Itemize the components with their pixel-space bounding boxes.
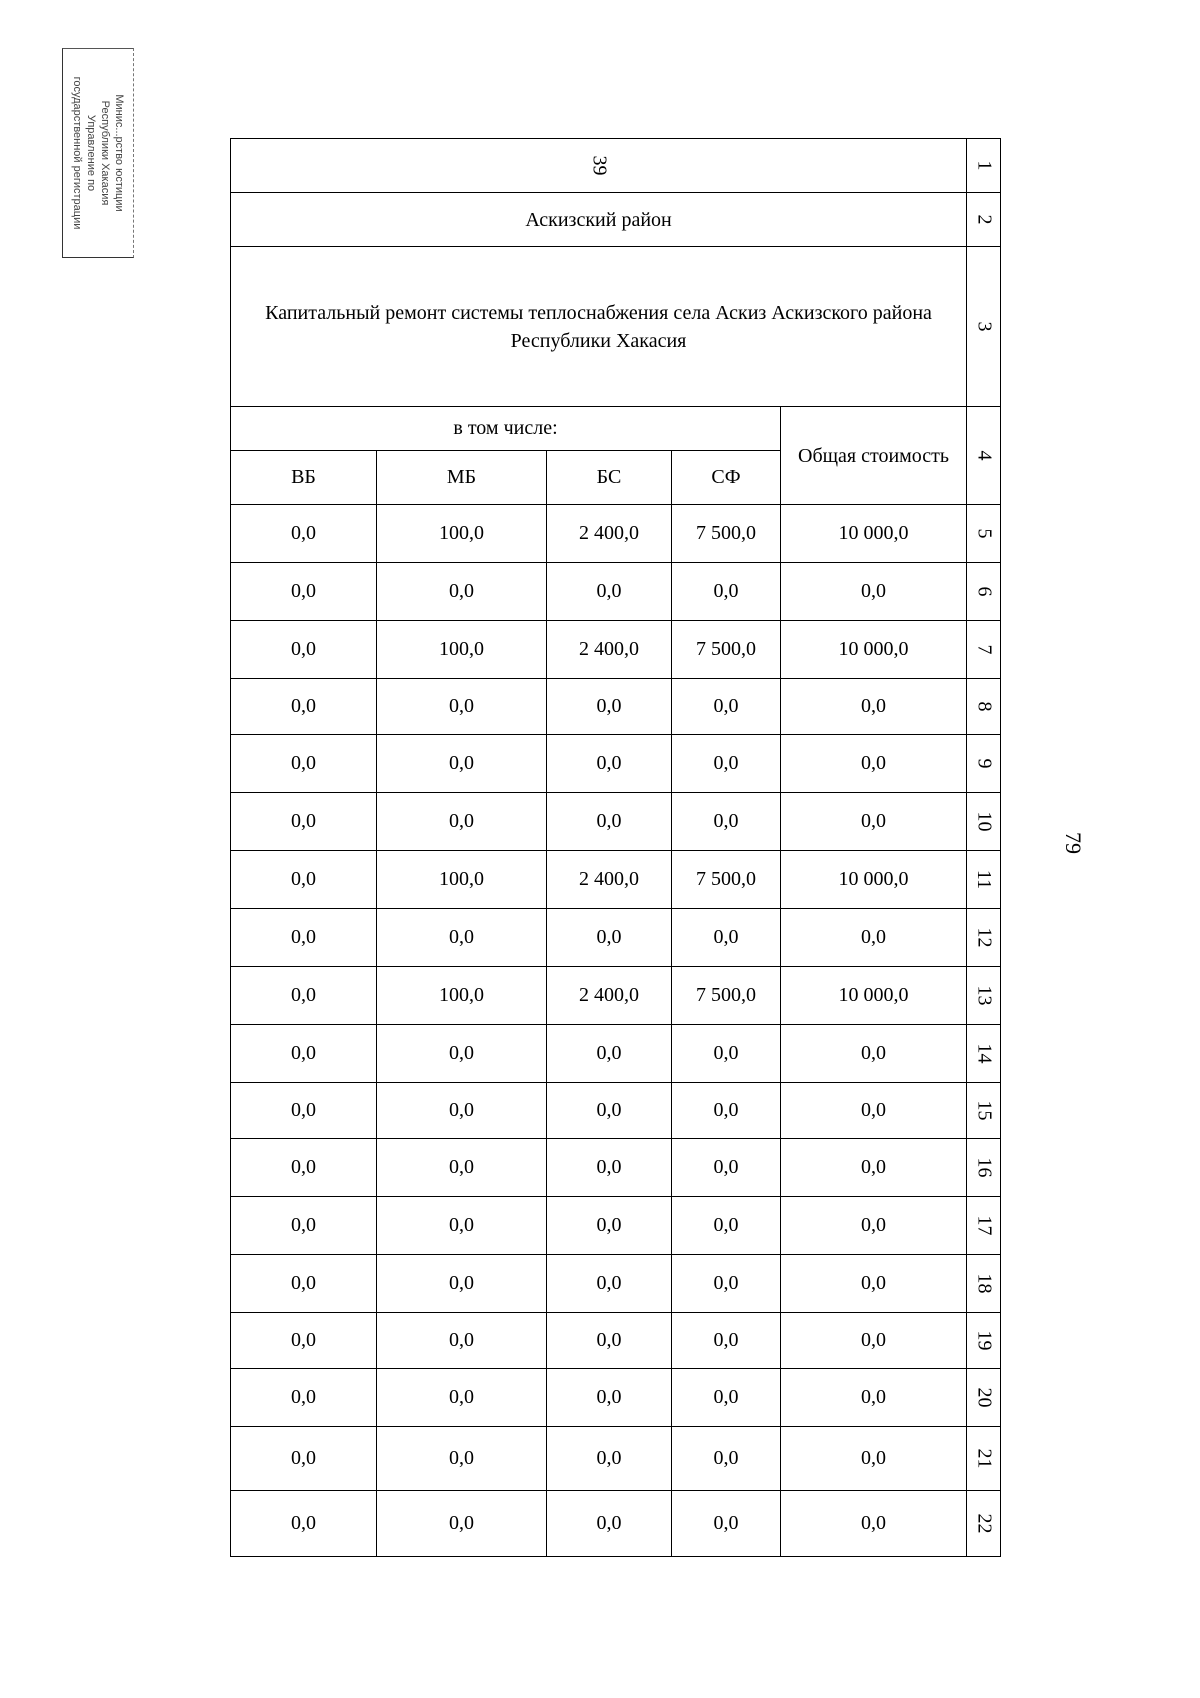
column-header-sf: СФ bbox=[672, 451, 781, 505]
row-number-row bbox=[231, 139, 1001, 193]
cell-mb: 0,0 bbox=[377, 1491, 547, 1557]
row-index: 15 bbox=[973, 1100, 996, 1121]
cell-sf: 7 500,0 bbox=[672, 851, 781, 909]
cell-bs: 0,0 bbox=[547, 1139, 672, 1197]
cell-vb: 0,0 bbox=[231, 563, 377, 621]
row-index: 13 bbox=[973, 985, 996, 1006]
cell-total: 10 000,0 bbox=[781, 967, 967, 1025]
cell-sf: 0,0 bbox=[672, 1139, 781, 1197]
cell-mb: 0,0 bbox=[377, 793, 547, 851]
cell-mb: 0,0 bbox=[377, 1313, 547, 1369]
cell-sf: 0,0 bbox=[672, 793, 781, 851]
cell-mb: 0,0 bbox=[377, 1139, 547, 1197]
cell-vb: 0,0 bbox=[231, 851, 377, 909]
cell-mb: 0,0 bbox=[377, 563, 547, 621]
row-index: 19 bbox=[973, 1330, 996, 1351]
table-row bbox=[231, 909, 1001, 967]
row-index: 12 bbox=[973, 927, 996, 948]
table-row bbox=[231, 735, 1001, 793]
cell-bs: 2 400,0 bbox=[547, 967, 672, 1025]
group-header: в том числе: bbox=[231, 407, 781, 451]
table-row bbox=[231, 505, 1001, 563]
cell-bs: 0,0 bbox=[547, 563, 672, 621]
cell-bs: 0,0 bbox=[547, 1313, 672, 1369]
cell-total: 0,0 bbox=[781, 793, 967, 851]
row-index: 18 bbox=[973, 1273, 996, 1294]
cell-vb: 0,0 bbox=[231, 679, 377, 735]
row-index: 9 bbox=[973, 758, 996, 769]
district-row bbox=[231, 193, 1001, 247]
cell-vb: 0,0 bbox=[231, 1255, 377, 1313]
cell-total: 0,0 bbox=[781, 735, 967, 793]
cell-bs: 2 400,0 bbox=[547, 621, 672, 679]
row-index: 1 bbox=[973, 160, 996, 171]
cell-vb: 0,0 bbox=[231, 1313, 377, 1369]
cell-vb: 0,0 bbox=[231, 793, 377, 851]
cell-total: 0,0 bbox=[781, 1083, 967, 1139]
row-index-cell bbox=[967, 193, 1001, 247]
cell-bs: 0,0 bbox=[547, 909, 672, 967]
row-index: 22 bbox=[973, 1513, 996, 1534]
cell-mb: 0,0 bbox=[377, 735, 547, 793]
row-index-cell bbox=[967, 505, 1001, 563]
cell-sf: 7 500,0 bbox=[672, 505, 781, 563]
table-row bbox=[231, 679, 1001, 735]
cell-mb: 0,0 bbox=[377, 1197, 547, 1255]
cell-mb: 0,0 bbox=[377, 1255, 547, 1313]
cell-vb: 0,0 bbox=[231, 1197, 377, 1255]
object-number: 39 bbox=[588, 155, 611, 176]
cell-bs: 2 400,0 bbox=[547, 505, 672, 563]
cell-sf: 0,0 bbox=[672, 1427, 781, 1491]
budget-table bbox=[230, 138, 1001, 1557]
cell-sf: 0,0 bbox=[672, 563, 781, 621]
table-row bbox=[231, 1369, 1001, 1427]
cell-sf: 0,0 bbox=[672, 1255, 781, 1313]
cell-vb: 0,0 bbox=[231, 621, 377, 679]
row-index-cell bbox=[967, 139, 1001, 193]
cell-total: 10 000,0 bbox=[781, 505, 967, 563]
object-number-cell bbox=[231, 139, 967, 193]
cell-vb: 0,0 bbox=[231, 1427, 377, 1491]
cell-bs: 0,0 bbox=[547, 679, 672, 735]
cell-sf: 0,0 bbox=[672, 679, 781, 735]
row-index-cell bbox=[967, 735, 1001, 793]
row-index: 2 bbox=[973, 214, 996, 225]
row-index: 5 bbox=[973, 528, 996, 539]
cell-sf: 0,0 bbox=[672, 1083, 781, 1139]
cell-vb: 0,0 bbox=[231, 1083, 377, 1139]
row-index: 14 bbox=[973, 1043, 996, 1064]
row-index: 3 bbox=[973, 321, 996, 332]
cell-sf: 7 500,0 bbox=[672, 621, 781, 679]
cell-vb: 0,0 bbox=[231, 505, 377, 563]
cell-sf: 7 500,0 bbox=[672, 967, 781, 1025]
cell-mb: 100,0 bbox=[377, 851, 547, 909]
project-row bbox=[231, 247, 1001, 407]
stamp-line: Минис...рство юстиции bbox=[113, 94, 125, 212]
page-number: 79 bbox=[1061, 832, 1086, 854]
table-row bbox=[231, 1255, 1001, 1313]
registration-stamp bbox=[62, 48, 134, 258]
table-row bbox=[231, 563, 1001, 621]
row-index-cell bbox=[967, 1369, 1001, 1427]
stamp-line: Республики Хакасия bbox=[99, 100, 111, 206]
row-index-cell bbox=[967, 1491, 1001, 1557]
stamp-line: Управление по bbox=[85, 114, 97, 192]
table-row bbox=[231, 1197, 1001, 1255]
row-index-cell bbox=[967, 793, 1001, 851]
cell-total: 10 000,0 bbox=[781, 851, 967, 909]
cell-vb: 0,0 bbox=[231, 909, 377, 967]
cell-total: 0,0 bbox=[781, 1313, 967, 1369]
cell-mb: 0,0 bbox=[377, 909, 547, 967]
stamp-line: государственной регистрации bbox=[71, 76, 83, 230]
row-index: 8 bbox=[973, 701, 996, 712]
cell-bs: 2 400,0 bbox=[547, 851, 672, 909]
cell-vb: 0,0 bbox=[231, 735, 377, 793]
cell-sf: 0,0 bbox=[672, 909, 781, 967]
cell-total: 0,0 bbox=[781, 1025, 967, 1083]
cell-vb: 0,0 bbox=[231, 967, 377, 1025]
cell-mb: 0,0 bbox=[377, 1083, 547, 1139]
table-row bbox=[231, 793, 1001, 851]
row-index-cell bbox=[967, 1083, 1001, 1139]
column-header-vb: ВБ bbox=[231, 451, 377, 505]
row-index: 16 bbox=[973, 1157, 996, 1178]
cell-sf: 0,0 bbox=[672, 735, 781, 793]
row-index-cell bbox=[967, 851, 1001, 909]
row-index-cell bbox=[967, 247, 1001, 407]
table-row bbox=[231, 1083, 1001, 1139]
cell-vb: 0,0 bbox=[231, 1025, 377, 1083]
cell-bs: 0,0 bbox=[547, 793, 672, 851]
cell-sf: 0,0 bbox=[672, 1369, 781, 1427]
row-index: 7 bbox=[973, 644, 996, 655]
cell-mb: 100,0 bbox=[377, 967, 547, 1025]
cell-bs: 0,0 bbox=[547, 1427, 672, 1491]
cell-bs: 0,0 bbox=[547, 1197, 672, 1255]
row-index-cell bbox=[967, 1139, 1001, 1197]
cell-total: 0,0 bbox=[781, 1139, 967, 1197]
table-row bbox=[231, 1025, 1001, 1083]
row-index: 10 bbox=[973, 811, 996, 832]
row-index-cell bbox=[967, 1313, 1001, 1369]
project-name-cell: Капитальный ремонт системы теплоснабжения села Аскиз Аскизского района Республики Хакасия bbox=[231, 247, 967, 407]
row-index: 17 bbox=[973, 1215, 996, 1236]
table-row bbox=[231, 1427, 1001, 1491]
row-index-cell bbox=[967, 967, 1001, 1025]
cell-vb: 0,0 bbox=[231, 1491, 377, 1557]
table-row bbox=[231, 621, 1001, 679]
cell-sf: 0,0 bbox=[672, 1197, 781, 1255]
row-index-cell bbox=[967, 407, 1001, 505]
cell-bs: 0,0 bbox=[547, 1255, 672, 1313]
cell-bs: 0,0 bbox=[547, 1025, 672, 1083]
cell-total: 0,0 bbox=[781, 1369, 967, 1427]
row-index-cell bbox=[967, 621, 1001, 679]
cell-total: 0,0 bbox=[781, 679, 967, 735]
cell-bs: 0,0 bbox=[547, 1369, 672, 1427]
column-header-bs: БС bbox=[547, 451, 672, 505]
cell-bs: 0,0 bbox=[547, 1491, 672, 1557]
table-row bbox=[231, 967, 1001, 1025]
cell-vb: 0,0 bbox=[231, 1139, 377, 1197]
row-index: 4 bbox=[973, 450, 996, 461]
row-index-cell bbox=[967, 1197, 1001, 1255]
row-index: 6 bbox=[973, 586, 996, 597]
cell-mb: 0,0 bbox=[377, 1369, 547, 1427]
header-group-row bbox=[231, 407, 1001, 451]
cell-bs: 0,0 bbox=[547, 735, 672, 793]
cell-sf: 0,0 bbox=[672, 1491, 781, 1557]
cell-mb: 0,0 bbox=[377, 1025, 547, 1083]
column-header-mb: МБ bbox=[377, 451, 547, 505]
row-index-cell bbox=[967, 1427, 1001, 1491]
cell-total: 0,0 bbox=[781, 1491, 967, 1557]
cell-total: 0,0 bbox=[781, 1255, 967, 1313]
row-index-cell bbox=[967, 909, 1001, 967]
cell-bs: 0,0 bbox=[547, 1083, 672, 1139]
cell-mb: 0,0 bbox=[377, 1427, 547, 1491]
cell-total: 0,0 bbox=[781, 909, 967, 967]
table-row bbox=[231, 851, 1001, 909]
table-row bbox=[231, 1139, 1001, 1197]
cell-total: 0,0 bbox=[781, 563, 967, 621]
cell-total: 10 000,0 bbox=[781, 621, 967, 679]
row-index-cell bbox=[967, 1255, 1001, 1313]
row-index: 20 bbox=[973, 1387, 996, 1408]
row-index: 11 bbox=[973, 869, 996, 890]
cell-mb: 100,0 bbox=[377, 621, 547, 679]
cell-sf: 0,0 bbox=[672, 1313, 781, 1369]
cell-mb: 100,0 bbox=[377, 505, 547, 563]
row-index: 21 bbox=[973, 1448, 996, 1469]
row-index-cell bbox=[967, 679, 1001, 735]
table-row bbox=[231, 1491, 1001, 1557]
total-cost-header: Общая стоимость bbox=[781, 407, 967, 505]
row-index-cell bbox=[967, 1025, 1001, 1083]
cell-total: 0,0 bbox=[781, 1427, 967, 1491]
cell-total: 0,0 bbox=[781, 1197, 967, 1255]
cell-sf: 0,0 bbox=[672, 1025, 781, 1083]
cell-mb: 0,0 bbox=[377, 679, 547, 735]
stamp-text bbox=[70, 53, 126, 253]
cell-vb: 0,0 bbox=[231, 1369, 377, 1427]
row-index-cell bbox=[967, 563, 1001, 621]
district-cell: Аскизский район bbox=[231, 193, 967, 247]
table-row bbox=[231, 1313, 1001, 1369]
